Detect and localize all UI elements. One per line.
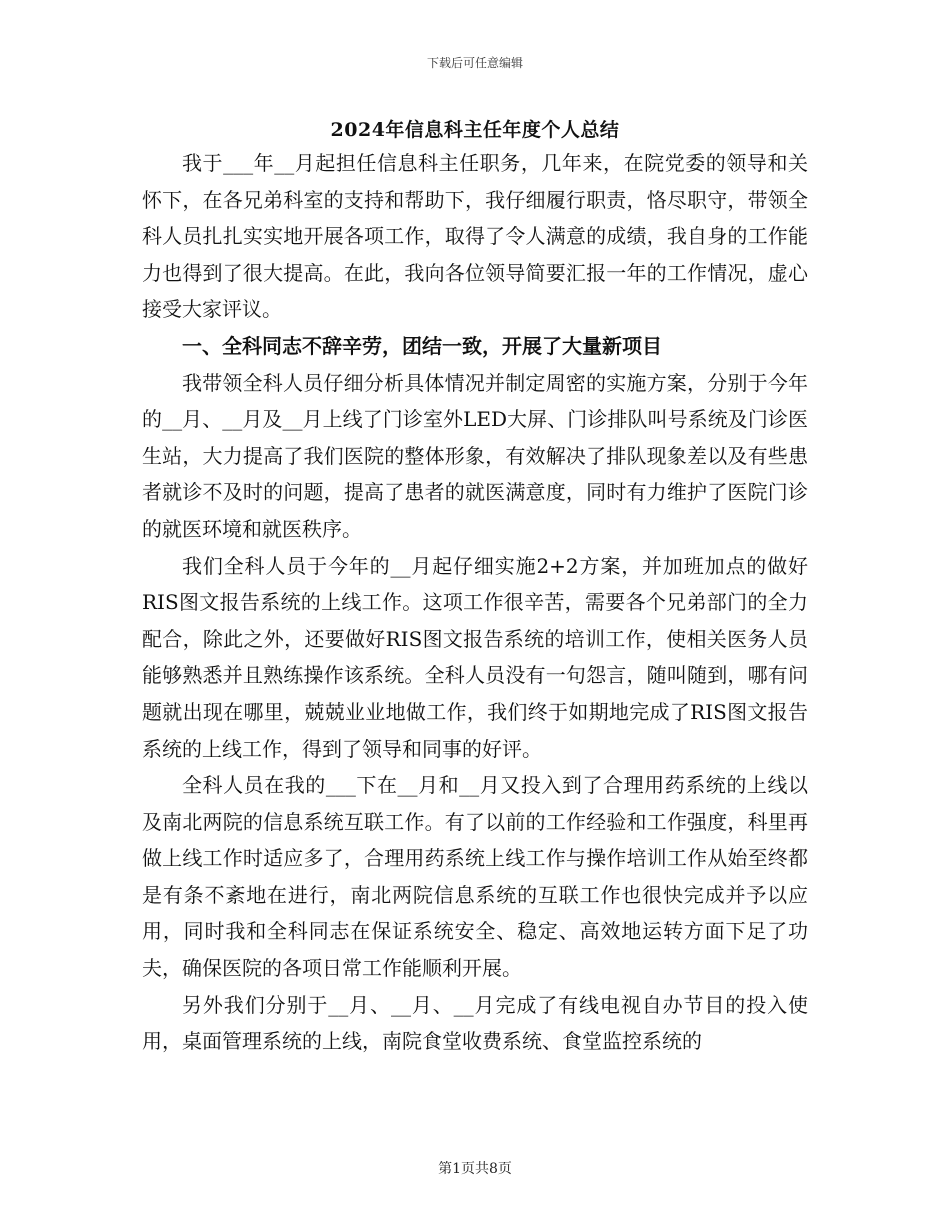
paragraph-ris-system: 我们全科人员于今年的__月起仔细实施2+2方案，并加班加点的做好RIS图文报告系统的上线工作。这项工作很辛苦，需要各个兄弟部门的全力配合，除此之外，还要做好RIS图文报告系统的培训工作，使相关医务人员能够熟悉并且熟练操作该系统。全科人员没有一句怨言，随叫随到，哪有问题就出现在哪里，兢兢业业地做工作，我们终于如期地完成了RIS图文报告系统的上线工作，得到了领导和同事的好评。 xyxy=(142,553,808,761)
paragraph-intro: 我于___年__月起担任信息科主任职务，几年来，在院党委的领导和关怀下，在各兄弟科室的支持和帮助下，我仔细履行职责，恪尽职守，带领全科人员扎扎实实地开展各项工作，取得了令人满意的成绩，我自身的工作能力也得到了很大提高。在此，我向各位领导简要汇报一年的工作情况，虚心接受大家评议。 xyxy=(142,151,808,322)
paragraph-other-projects: 另外我们分别于__月、__月、__月完成了有线电视自办节目的投入使用，桌面管理系统的上线，南院食堂收费系统、食堂监控系统的 xyxy=(142,992,808,1054)
page-header: 下载后可任意编辑 xyxy=(426,56,523,70)
paragraph-led-screen: 我带领全科人员仔细分析具体情况并制定周密的实施方案，分别于今年的__月、__月及__月上线了门诊室外LED大屏、门诊排队叫号系统及门诊医生站，大力提高了我们医院的整体形象，有效解决了排队现象差以及有些患者就诊不及时的问题，提高了患者的就医满意度，同时有力维护了医院门诊的就医环境和就医秩序。 xyxy=(142,370,808,541)
page-footer: 第1页共8页 xyxy=(438,1161,512,1177)
section-heading-1: 一、全科同志不辞辛劳，团结一致，开展了大量新项目 xyxy=(182,333,662,358)
document-title: 2024年信息科主任年度个人总结 xyxy=(330,119,620,141)
paragraph-drug-system: 全科人员在我的___下在__月和__月又投入到了合理用药系统的上线以及南北两院的信息系统互联工作。有了以前的工作经验和工作强度，科里再做上线工作时适应多了，合理用药系统上线工作与操作培训工作从始至终都是有条不紊地在进行，南北两院信息系统的互联工作也很快完成并予以应用，同时我和全科同志在保证系统安全、稳定、高效地运转方面下足了功夫，确保医院的各项日常工作能顺利开展。 xyxy=(142,773,808,981)
document-body xyxy=(142,145,808,1060)
